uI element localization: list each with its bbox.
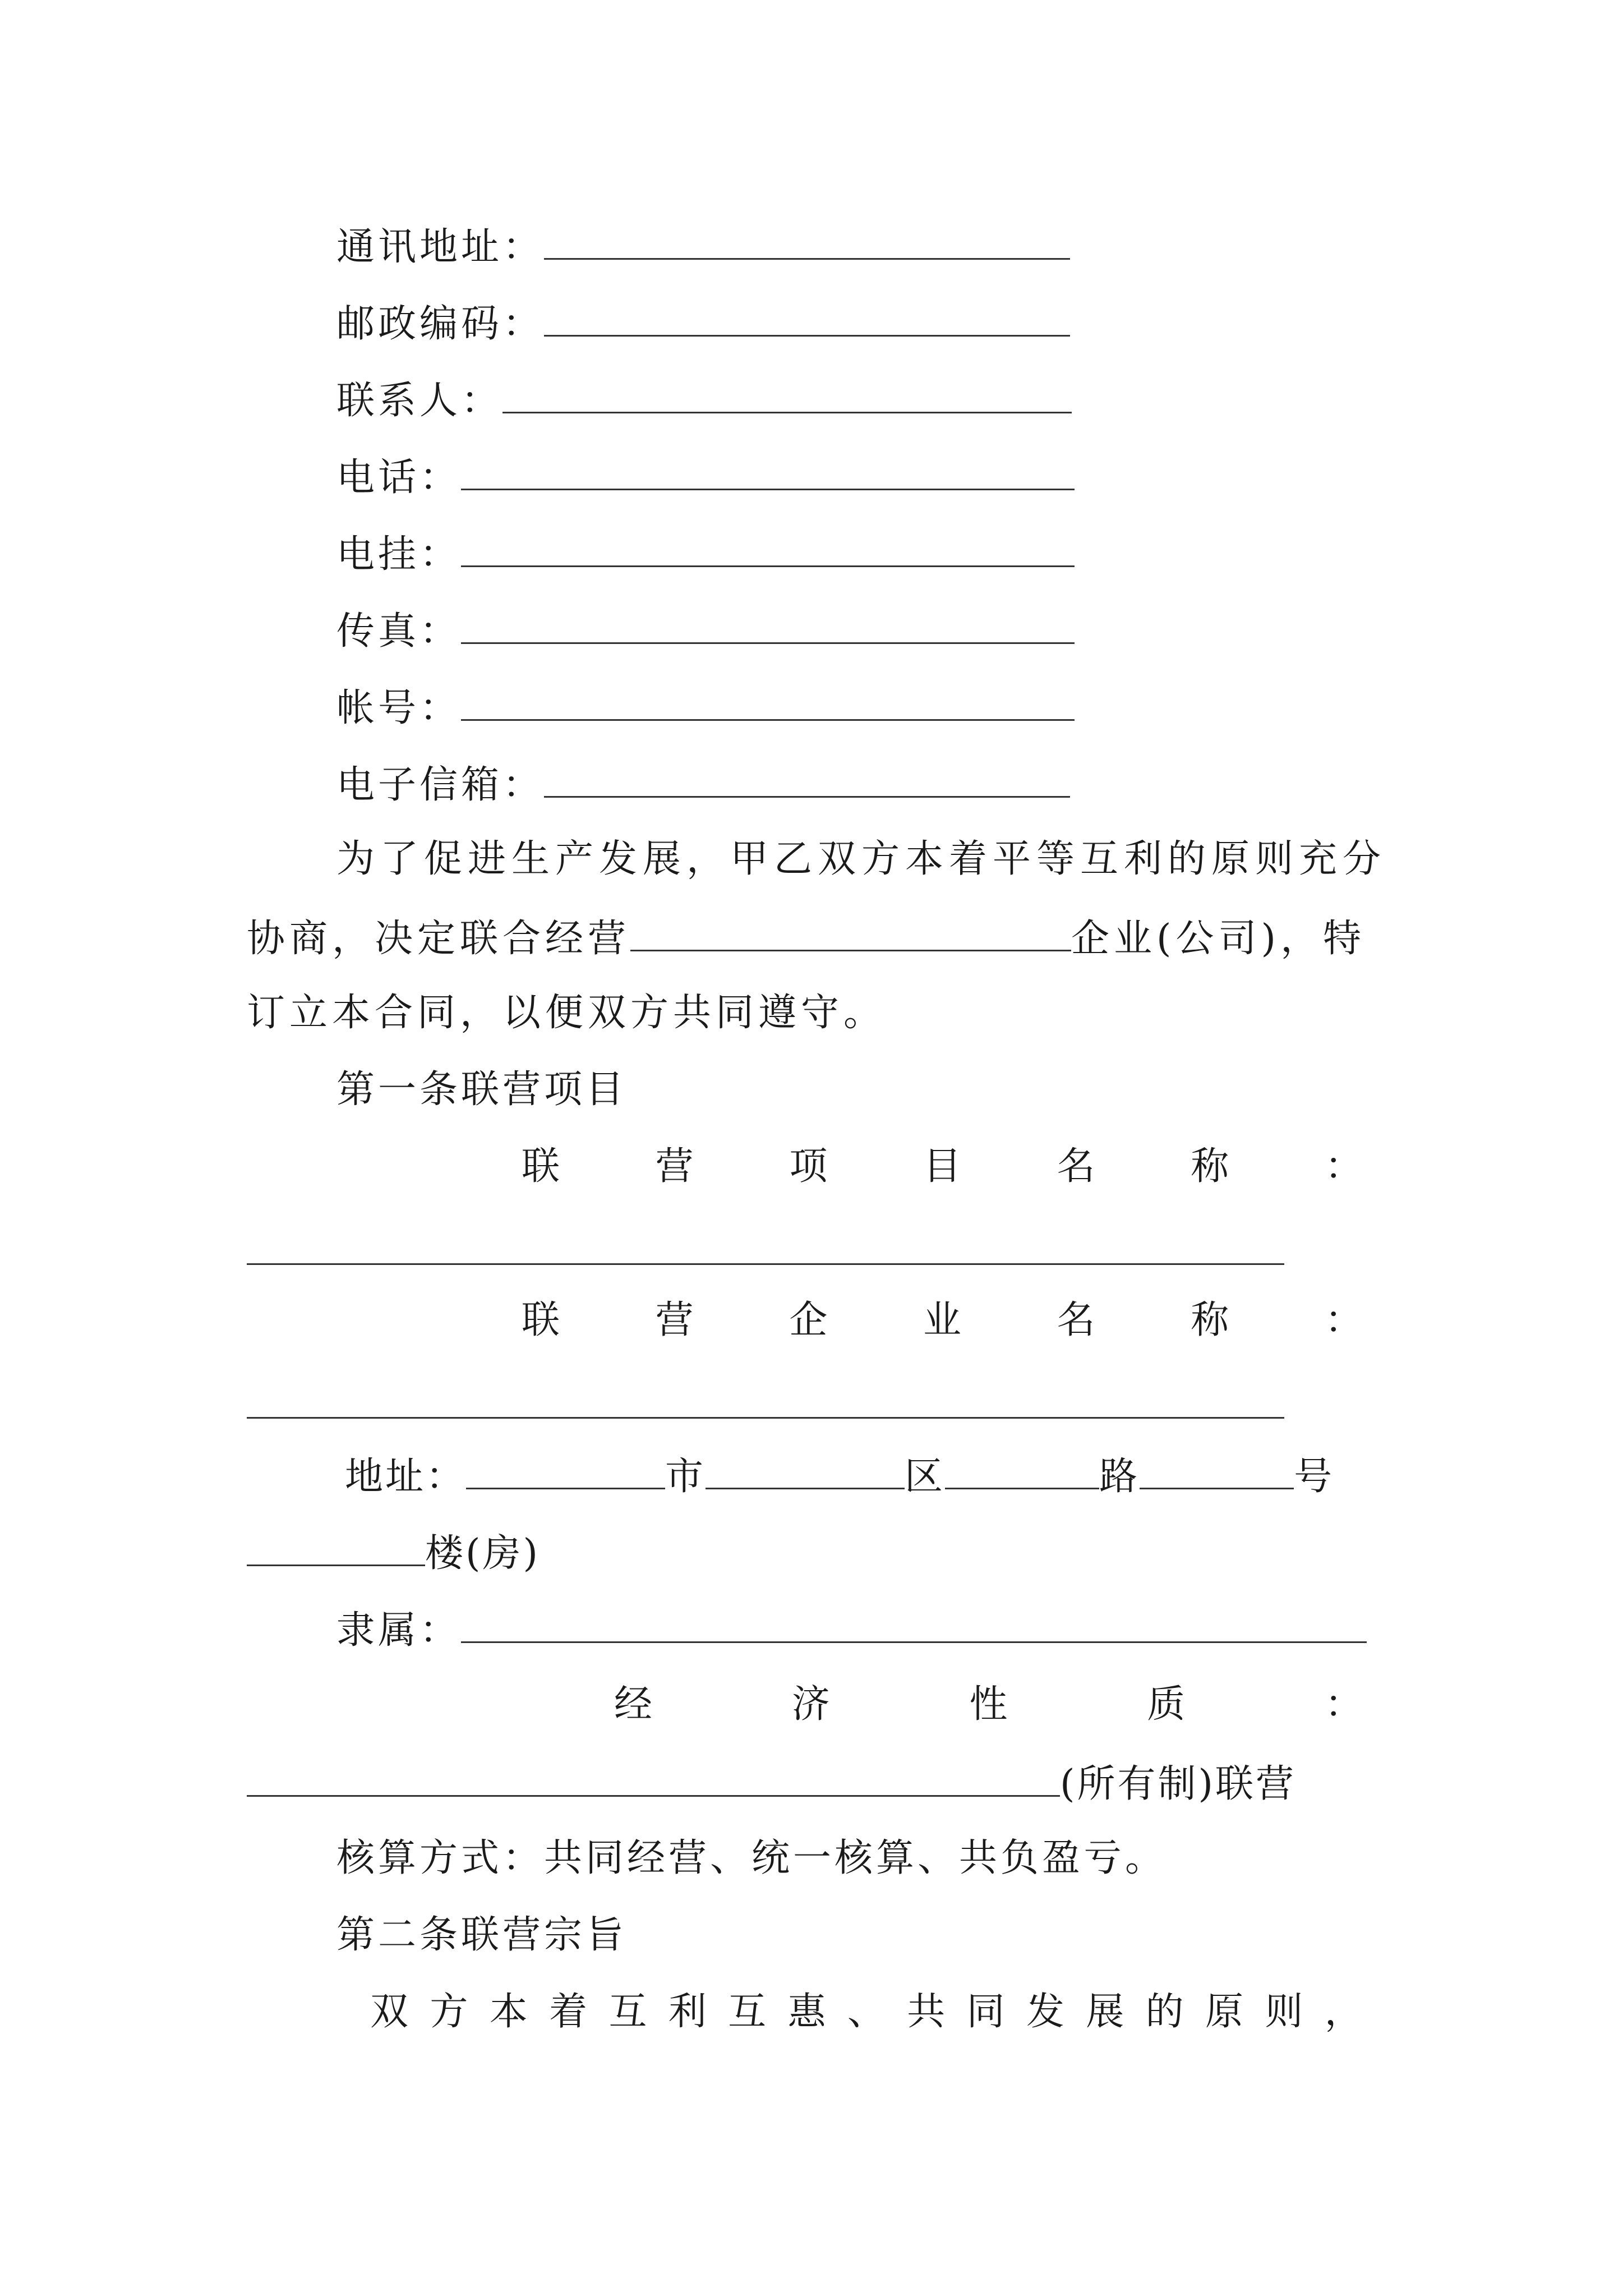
project-name-char: 联 [522, 1144, 560, 1189]
enterprise-name-char: ： [1324, 1298, 1363, 1342]
field-address [336, 218, 1070, 274]
article-2-line-1 [370, 1985, 1363, 2039]
field-email [336, 756, 1070, 812]
field-telegram [336, 525, 1075, 582]
article-2-char: 同 [966, 1990, 1005, 2034]
article-2-char: 互 [608, 1990, 647, 2034]
field-telegram-label: 电挂： [336, 532, 462, 577]
article-2-char: 惠 [787, 1990, 826, 2034]
project-name-char: 称 [1191, 1144, 1229, 1189]
affiliation-label: 隶属： [336, 1608, 462, 1653]
ownership-line [247, 1755, 1296, 1811]
field-account-label: 帐号： [336, 686, 462, 730]
article-2-char: 、 [847, 1990, 886, 2034]
article-2-char: 原 [1205, 1990, 1244, 2034]
floor-line [247, 1524, 540, 1581]
enterprise-name-char: 联 [522, 1298, 560, 1342]
article-2-char: 发 [1026, 1990, 1064, 2034]
project-name-char: 名 [1057, 1144, 1095, 1189]
ownership-blank[interactable] [247, 1755, 1060, 1797]
accounting-method: 核算方式：共同经营、统一核算、共负盈亏。 [336, 1836, 1167, 1880]
enterprise-name-char: 业 [923, 1298, 961, 1342]
email-blank[interactable] [544, 756, 1070, 798]
fax-blank[interactable] [461, 602, 1075, 644]
enterprise-name-char: 称 [1191, 1298, 1229, 1342]
article-2-char: 本 [489, 1990, 528, 2034]
field-account [336, 679, 1075, 735]
econ-char: ： [1324, 1682, 1363, 1727]
number-blank[interactable] [1140, 1447, 1294, 1489]
field-postcode-label: 邮政编码： [336, 302, 545, 346]
project-name-label [522, 1140, 1363, 1194]
field-address-label: 通讯地址： [336, 225, 545, 269]
district-label: 区 [905, 1455, 946, 1499]
project-name-blank[interactable] [247, 1263, 1284, 1265]
project-name-char: 项 [789, 1144, 828, 1189]
road-label: 路 [1099, 1455, 1140, 1499]
phone-blank[interactable] [461, 448, 1075, 490]
article-2-char: 共 [907, 1990, 946, 2034]
account-blank[interactable] [461, 679, 1075, 721]
article-2-char: 双 [370, 1990, 409, 2034]
econ-char: 质 [1147, 1682, 1186, 1727]
article-2-char: 互 [728, 1990, 767, 2034]
enterprise-name-blank[interactable] [247, 1417, 1284, 1419]
field-fax-label: 传真： [336, 609, 462, 654]
address-label: 地址： [345, 1455, 467, 1499]
econ-char: 性 [969, 1682, 1008, 1727]
article-2-char: 则 [1265, 1990, 1303, 2034]
econ-char: 经 [614, 1682, 653, 1727]
field-fax [336, 602, 1075, 659]
telegram-blank[interactable] [461, 525, 1075, 567]
article-2-char: 的 [1145, 1990, 1184, 2034]
intro-line-2-end: 企业(公司)，特 [1071, 917, 1366, 961]
enterprise-name-char: 名 [1057, 1298, 1095, 1342]
project-name-char: 目 [923, 1144, 961, 1189]
field-contact [336, 371, 1072, 428]
article-1-title: 第一条联营项目 [336, 1068, 628, 1112]
affiliation-blank[interactable] [461, 1601, 1367, 1643]
econ-char: 济 [791, 1682, 830, 1727]
field-email-label: 电子信箱： [336, 763, 545, 807]
road-blank[interactable] [945, 1447, 1099, 1489]
article-2-char: 着 [549, 1990, 588, 2034]
field-contact-label: 联系人： [336, 379, 503, 423]
ownership-label: (所有制)联营 [1060, 1762, 1297, 1806]
postcode-blank[interactable] [544, 295, 1070, 337]
article-2-char: 方 [430, 1990, 468, 2034]
intro-line-2 [247, 909, 1366, 966]
field-phone [336, 448, 1075, 505]
enterprise-name-char: 企 [789, 1298, 828, 1342]
enterprise-name-label [522, 1294, 1363, 1347]
district-blank[interactable] [706, 1447, 905, 1489]
project-name-char: ： [1324, 1144, 1363, 1189]
field-phone-label: 电话： [336, 455, 462, 500]
article-2-char: 利 [668, 1990, 707, 2034]
article-2-title: 第二条联营宗旨 [336, 1913, 628, 1957]
intro-line-2-start: 协商，决定联合经营 [247, 917, 631, 961]
intro-line-3: 订立本合同，以便双方共同遵守。 [247, 991, 887, 1035]
enterprise-name-char: 营 [655, 1298, 694, 1342]
city-label: 市 [665, 1455, 706, 1499]
number-label: 号 [1294, 1455, 1335, 1499]
intro-line-1: 为了促进生产发展，甲乙双方本着平等互利的原则充分 [336, 837, 1387, 881]
city-blank[interactable] [466, 1447, 665, 1489]
economic-nature-label [614, 1678, 1363, 1732]
address-blank[interactable] [544, 218, 1070, 260]
floor-label: 楼(房) [425, 1531, 541, 1576]
floor-blank[interactable] [247, 1524, 425, 1566]
article-2-char: 展 [1086, 1990, 1124, 2034]
affiliation-line [336, 1601, 1367, 1658]
address-line [345, 1447, 1334, 1504]
project-name-char: 营 [655, 1144, 694, 1189]
field-postcode [336, 295, 1070, 351]
joint-venture-blank[interactable] [630, 909, 1071, 951]
article-2-char: ， [1324, 1990, 1363, 2034]
contact-blank[interactable] [502, 371, 1072, 413]
